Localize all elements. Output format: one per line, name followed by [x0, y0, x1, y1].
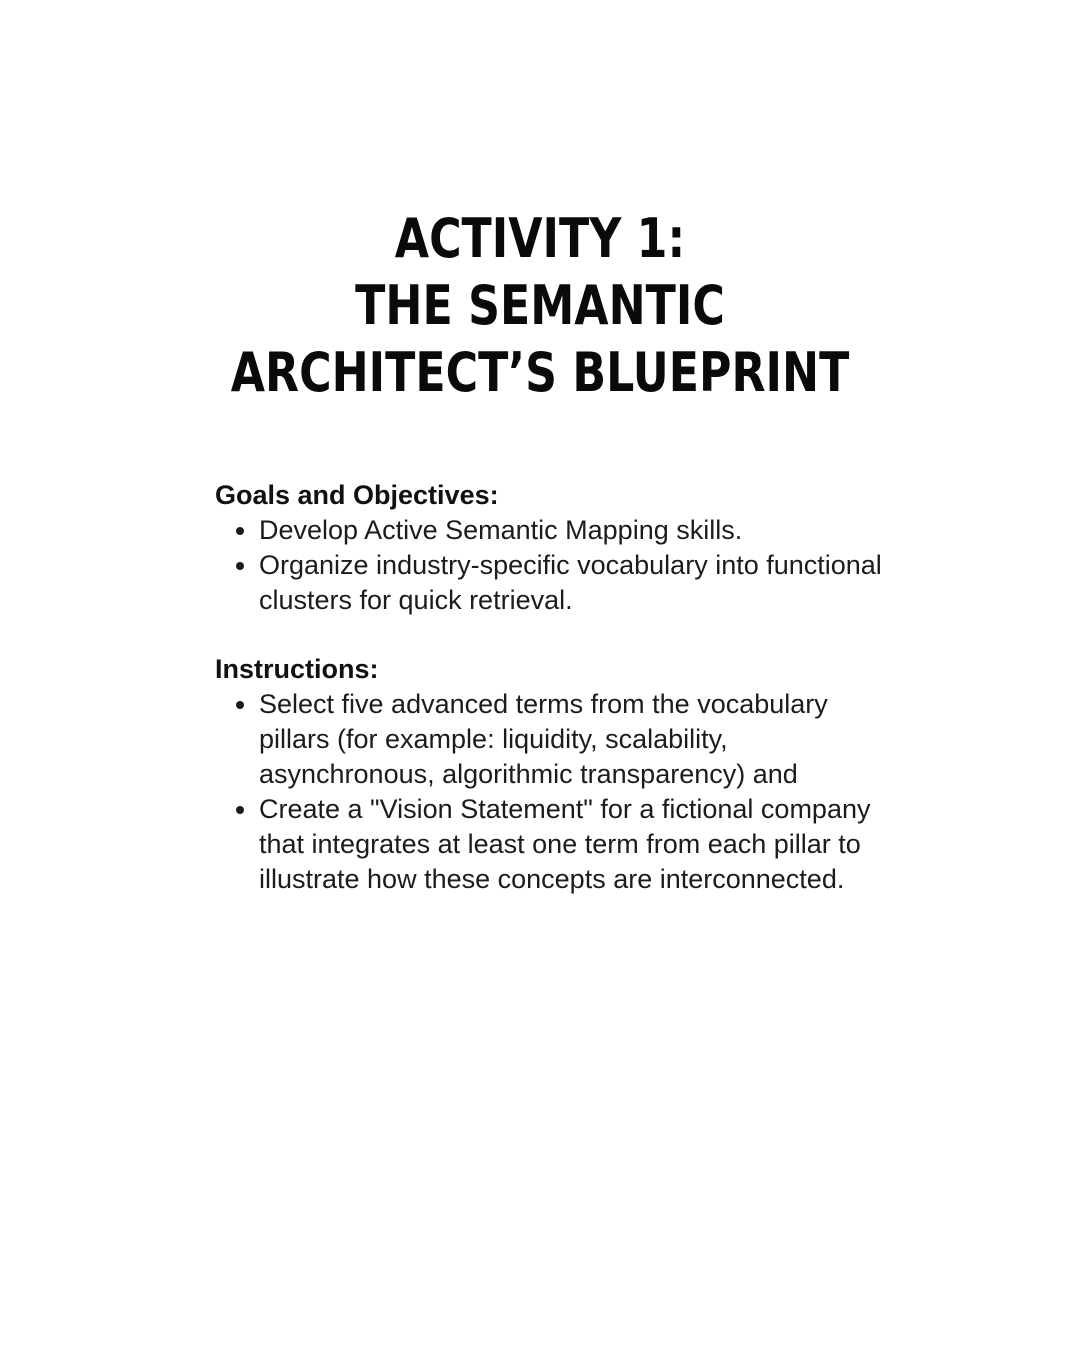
instructions-heading: Instructions: — [215, 654, 379, 684]
content-column — [215, 478, 883, 897]
instructions-bullet-list — [215, 687, 883, 897]
section-goals-and-objectives — [215, 478, 883, 618]
section-instructions — [215, 652, 883, 897]
goals-heading: Goals and Objectives: — [215, 480, 499, 510]
goals-bullet-2: • Organize industry-specific vocabulary into functional clusters for quick retrieval. — [259, 548, 883, 618]
goals-bullet-1: • Develop Active Semantic Mapping skills. — [259, 513, 883, 548]
page-title-line-1: ACTIVITY 1: — [394, 207, 686, 270]
goals-bullet-list — [215, 513, 883, 618]
instructions-bullet-2: • Create a "Vision Statement" for a fictional company that integrates at least one term from each pillar to illustrate how these concepts are interconnected. — [259, 792, 883, 897]
page-title — [0, 205, 1080, 406]
page-title-line-3: ARCHITECT’S BLUEPRINT — [230, 341, 850, 404]
page-title-line-2: THE SEMANTIC — [355, 274, 725, 337]
instructions-bullet-1: • Select five advanced terms from the vocabulary pillars (for example: liquidity, scalability, asynchronous, algorithmic transparency) and — [259, 687, 883, 792]
